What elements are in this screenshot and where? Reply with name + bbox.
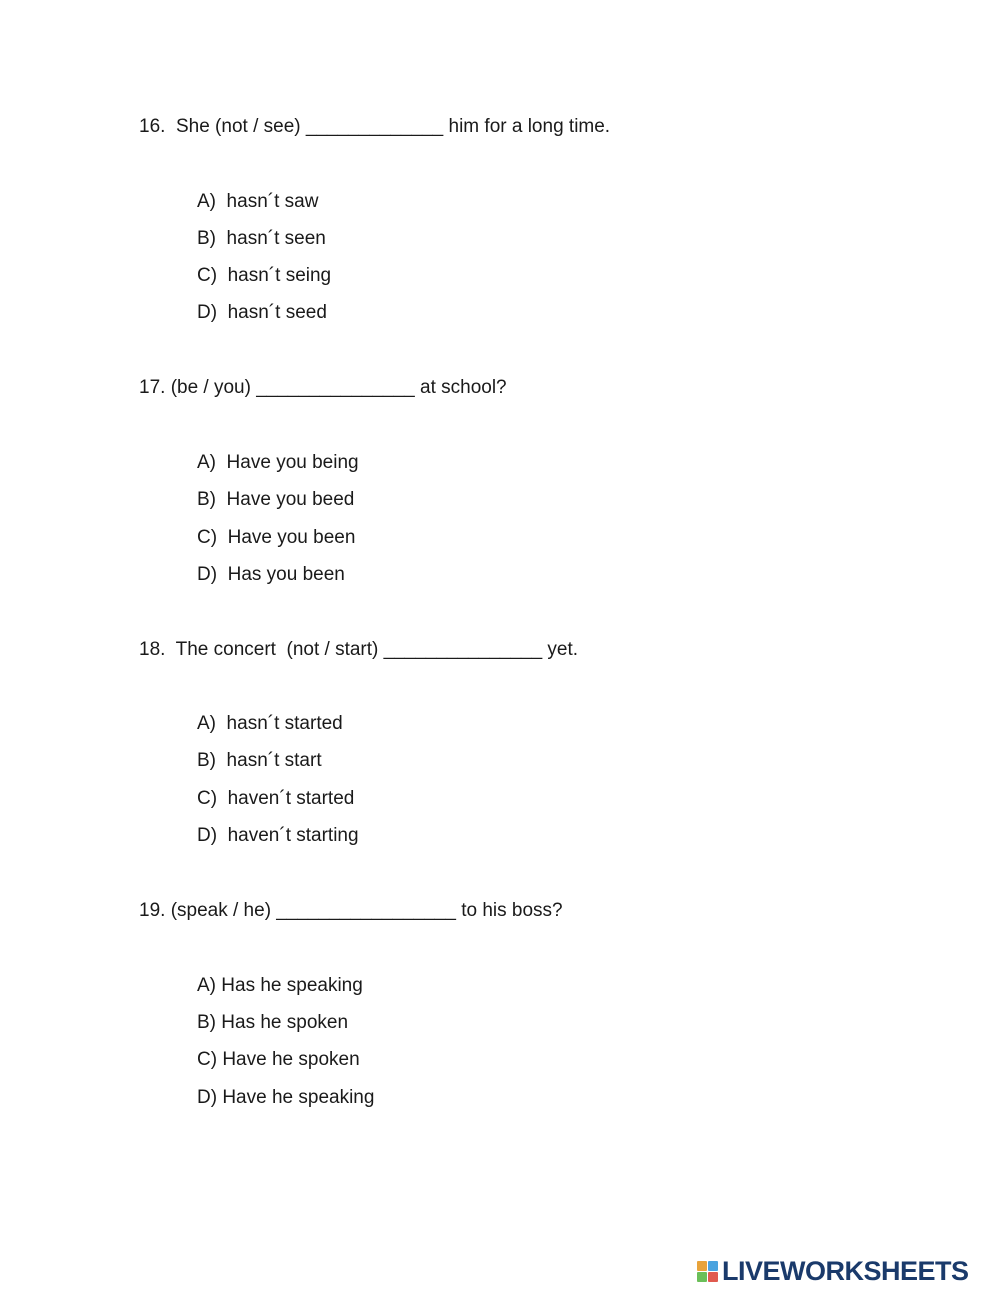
logo-square-4 bbox=[708, 1272, 718, 1282]
q16-option-b[interactable]: B) hasn´t seen bbox=[197, 228, 326, 249]
q16-option-c[interactable]: C) hasn´t seing bbox=[197, 265, 332, 286]
q19-option-b[interactable]: B) Has he spoken bbox=[197, 1012, 349, 1033]
q19-option-c[interactable]: C) Have he spoken bbox=[197, 1049, 360, 1070]
q17-option-b[interactable]: B) Have you beed bbox=[197, 489, 355, 510]
logo-mark-icon bbox=[697, 1261, 718, 1282]
question-17: 17. (be / you) _______________ at school? bbox=[139, 377, 507, 398]
q18-option-d[interactable]: D) haven´t starting bbox=[197, 825, 359, 846]
logo-square-2 bbox=[708, 1261, 718, 1271]
q19-option-d[interactable]: D) Have he speaking bbox=[197, 1087, 375, 1108]
question-16: 16. She (not / see) _____________ him for a long time. bbox=[139, 116, 611, 137]
logo-square-3 bbox=[697, 1272, 707, 1282]
logo-text: LIVEWORKSHEETS bbox=[722, 1256, 969, 1286]
q16-option-a[interactable]: A) hasn´t saw bbox=[197, 191, 319, 212]
q16-option-d[interactable]: D) hasn´t seed bbox=[197, 302, 327, 323]
question-19: 19. (speak / he) _________________ to his boss? bbox=[139, 900, 563, 921]
q18-option-b[interactable]: B) hasn´t start bbox=[197, 750, 322, 771]
q19-option-a[interactable]: A) Has he speaking bbox=[197, 975, 363, 996]
question-18: 18. The concert (not / start) _______________ yet. bbox=[139, 639, 579, 660]
q18-option-c[interactable]: C) haven´t started bbox=[197, 788, 355, 809]
q17-option-c[interactable]: C) Have you been bbox=[197, 527, 356, 548]
q17-option-a[interactable]: A) Have you being bbox=[197, 452, 359, 473]
q18-option-a[interactable]: A) hasn´t started bbox=[197, 713, 343, 734]
logo-square-1 bbox=[697, 1261, 707, 1271]
liveworksheets-logo bbox=[697, 1256, 969, 1286]
q17-option-d[interactable]: D) Has you been bbox=[197, 564, 345, 585]
